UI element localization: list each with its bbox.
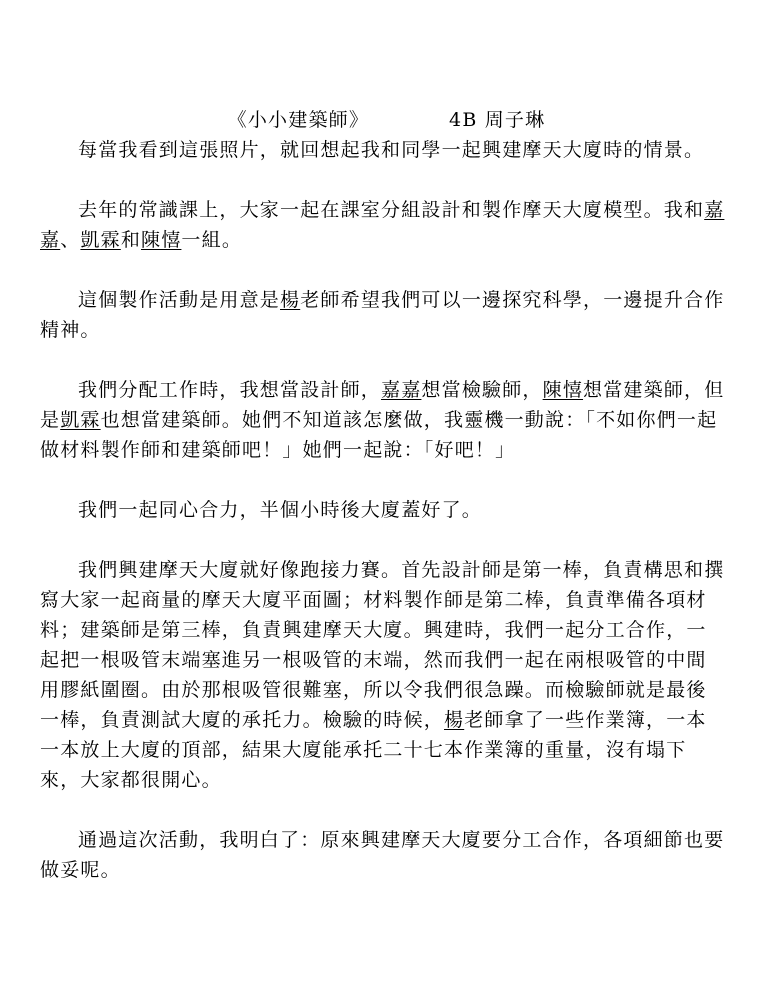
paragraph-2 [40,195,725,255]
text-run: 老師希望我們可以一邊探究科學，一邊提升合作精神。 [40,289,725,341]
author-line: 4B 周子琳 [449,109,546,131]
text-run: 這個製作活動是用意是 [78,289,281,311]
proper-name: 凱霖 [80,229,121,251]
paragraph-1 [40,135,725,165]
text-run: 一組。 [181,229,243,251]
proper-name: 嘉嘉 [40,199,725,251]
text-run: 每當我看到這張照片，就回想起我和同學一起興建摩天大廈時的情景。 [78,139,705,161]
text-run: 通過這次活動，我明白了：原來興建摩天大廈要分工合作，各項細節也要做妥呢。 [40,829,725,881]
paragraph-7 [40,825,725,885]
proper-name: 陳憘 [542,379,584,401]
paragraph-5 [40,495,725,525]
text-run: 、 [60,229,81,251]
essay-page [40,105,725,885]
paragraph-6 [40,555,725,795]
text-run: 也想當建築師。她們不知道該怎麼做，我靈機一動說：「不如你們一起做材料製作師和建築師吧！」她們一起說：「好吧！」 [40,409,718,461]
essay-title: 《小小建築師》 [227,109,370,131]
proper-name: 陳憘 [141,229,182,251]
proper-name: 楊 [280,289,301,311]
paragraph-4 [40,375,725,465]
title-line [40,105,725,135]
proper-name: 嘉嘉 [381,379,422,401]
text-run: 老師拿了一些作業簿，一本一本放上大廈的頂部，結果大廈能承托二十七本作業簿的重量，沒有塌下來，大家都很開心。 [40,709,707,791]
text-run: 我們興建摩天大廈就好像跑接力賽。首先設計師是第一棒，負責構思和撰寫大家一起商量的摩天大廈平面圖；材料製作師是第二棒，負責準備各項材料；建築師是第三棒，負責興建摩天大廈。興建時，我們一起分工合作，一起把一根吸管末端塞進另一根吸管的末端，然而我們一起在兩根吸管的中間用膠紙圍圈。由於那根吸管很難塞，所以令我們很急躁。而檢驗師就是最後一棒，負責測試大廈的承托力。檢驗的時候， [40,559,725,731]
text-run: 我們一起同心合力，半個小時後大廈蓋好了。 [78,499,483,521]
text-run: 想當檢驗師， [421,379,543,401]
proper-name: 楊 [444,709,465,731]
essay-body [40,135,725,885]
text-run: 和 [120,229,142,251]
text-run: 我們分配工作時，我想當設計師， [78,379,382,401]
paragraph-3 [40,285,725,345]
text-run: 去年的常識課上，大家一起在課室分組設計和製作摩天大廈模型。我和 [78,199,705,221]
text-run: 想當建築師，但是 [40,379,725,431]
proper-name: 凱霖 [60,409,101,431]
